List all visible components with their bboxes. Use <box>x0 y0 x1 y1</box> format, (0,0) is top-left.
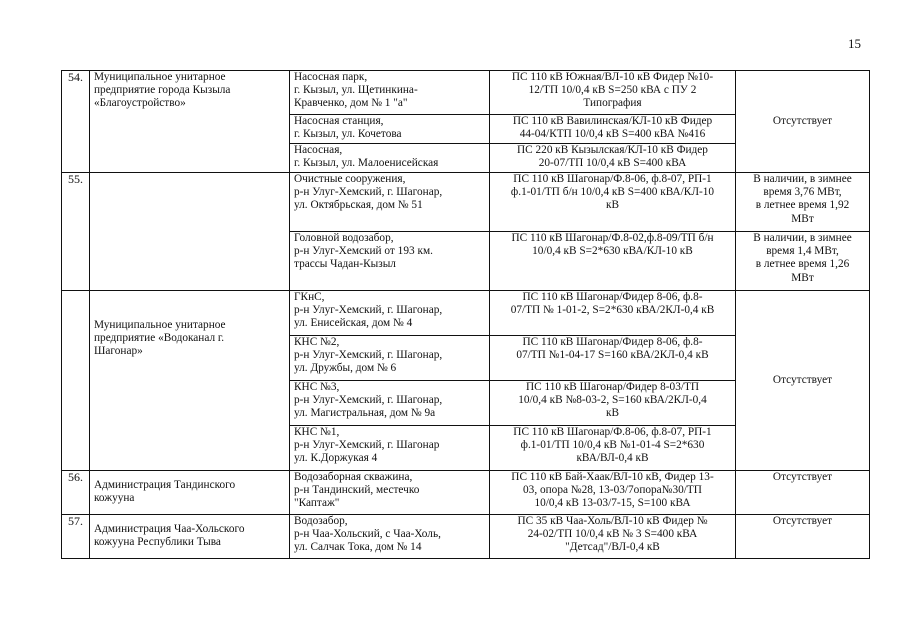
connection-cell: ПС 110 кВ Вавилинская/КЛ-10 кВ Фидер 44-04/КТП 10/0,4 кВ S=400 кВА №416 <box>490 115 736 144</box>
power-cell: Отсутствует <box>736 71 870 173</box>
row-number: 57. <box>62 515 90 559</box>
row-number-continued <box>62 291 90 471</box>
object-cell: Водозабор, р-н Чаа-Хольский, с Чаа-Холь, ул. Салчак Тока, дом № 14 <box>290 515 490 559</box>
connection-cell: ПС 110 кВ Шагонар/Фидер 8-03/ТП 10/0,4 кВ №8-03-2, S=160 кВА/2КЛ-0,4 кВ <box>490 381 736 426</box>
object-cell: КНС №1, р-н Улуг-Хемский, г. Шагонар ул. К.Доржукая 4 <box>290 426 490 471</box>
connection-cell: ПС 110 кВ Шагонар/Фидер 8-06, ф.8- 07/ТП № 1-01-2, S=2*630 кВА/2КЛ-0,4 кВ <box>490 291 736 336</box>
power-cell: Отсутствует <box>736 291 870 471</box>
object-cell: Очистные сооружения, р-н Улуг-Хемский, г. Шагонар, ул. Октябрьская, дом № 51 <box>290 173 490 232</box>
object-cell: ГКнС, р-н Улуг-Хемский, г. Шагонар, ул. Енисейская, дом № 4 <box>290 291 490 336</box>
row-number: 56. <box>62 471 90 515</box>
object-cell: Насосная, г. Кызыл, ул. Малоенисейская <box>290 144 490 173</box>
connection-cell: ПС 110 кВ Шагонар/Ф.8-06, ф.8-07, РП-1 ф.1-01/ТП 10/0,4 кВ №1-01-4 S=2*630 кВА/ВЛ-0,4 кВ <box>490 426 736 471</box>
object-cell: Водозаборная скважина, р-н Тандинский, местечко "Каптаж" <box>290 471 490 515</box>
connection-cell: ПС 110 кВ Шагонар/Ф.8-06, ф.8-07, РП-1 ф.1-01/ТП б/н 10/0,4 кВ S=400 кВА/КЛ-10 кВ <box>490 173 736 232</box>
object-cell: Насосная парк, г. Кызыл, ул. Щетинкина- Кравченко, дом № 1 "а" <box>290 71 490 115</box>
page-number: 15 <box>848 36 861 51</box>
utilities-table <box>61 70 870 559</box>
object-cell: Головной водозабор, р-н Улуг-Хемский от 193 км. трассы Чадан-Кызыл <box>290 232 490 291</box>
power-cell: В наличии, в зимнее время 1,4 МВт, в летнее время 1,26 МВт <box>736 232 870 291</box>
row-number: 55. <box>62 173 90 291</box>
table-row <box>62 71 870 115</box>
organization-cell: Администрация Чаа-Хольского кожууна Республики Тыва <box>90 515 290 559</box>
table-row <box>62 471 870 515</box>
row-number: 54. <box>62 71 90 173</box>
connection-cell: ПС 110 кВ Шагонар/Ф.8-02,ф.8-09/ТП б/н 10/0,4 кВ S=2*630 кВА/КЛ-10 кВ <box>490 232 736 291</box>
power-cell: В наличии, в зимнее время 3,76 МВт, в летнее время 1,92 МВт <box>736 173 870 232</box>
power-cell: Отсутствует <box>736 471 870 515</box>
organization-cell-top <box>90 173 290 291</box>
table-row <box>62 173 870 232</box>
organization-cell: Муниципальное унитарное предприятие города Кызыла «Благоустройство» <box>90 71 290 173</box>
table-row <box>62 291 870 336</box>
connection-cell: ПС 110 кВ Шагонар/Фидер 8-06, ф.8- 07/ТП №1-04-17 S=160 кВА/2КЛ-0,4 кВ <box>490 336 736 381</box>
connection-cell: ПС 220 кВ Кызылская/КЛ-10 кВ Фидер 20-07/ТП 10/0,4 кВ S=400 кВА <box>490 144 736 173</box>
power-cell: Отсутствует <box>736 515 870 559</box>
table-row <box>62 515 870 559</box>
organization-cell: Администрация Тандинского кожууна <box>90 471 290 515</box>
connection-cell: ПС 35 кВ Чаа-Холь/ВЛ-10 кВ Фидер № 24-02/ТП 10/0,4 кВ № 3 S=400 кВА "Детсад"/ВЛ-0,4 кВ <box>490 515 736 559</box>
object-cell: КНС №2, р-н Улуг-Хемский, г. Шагонар, ул. Дружбы, дом № 6 <box>290 336 490 381</box>
connection-cell: ПС 110 кВ Бай-Хаак/ВЛ-10 кВ, Фидер 13- 03, опора №28, 13-03/7опора№30/ТП 10/0,4 кВ 13-03/7-15, S=100 кВА <box>490 471 736 515</box>
organization-cell: Муниципальное унитарное предприятие «Водоканал г. Шагонар» <box>90 291 290 471</box>
object-cell: Насосная станция, г. Кызыл, ул. Кочетова <box>290 115 490 144</box>
connection-cell: ПС 110 кВ Южная/ВЛ-10 кВ Фидер №10- 12/ТП 10/0,4 кВ S=250 кВА с ПУ 2 Типография <box>490 71 736 115</box>
object-cell: КНС №3, р-н Улуг-Хемский, г. Шагонар, ул. Магистральная, дом № 9а <box>290 381 490 426</box>
